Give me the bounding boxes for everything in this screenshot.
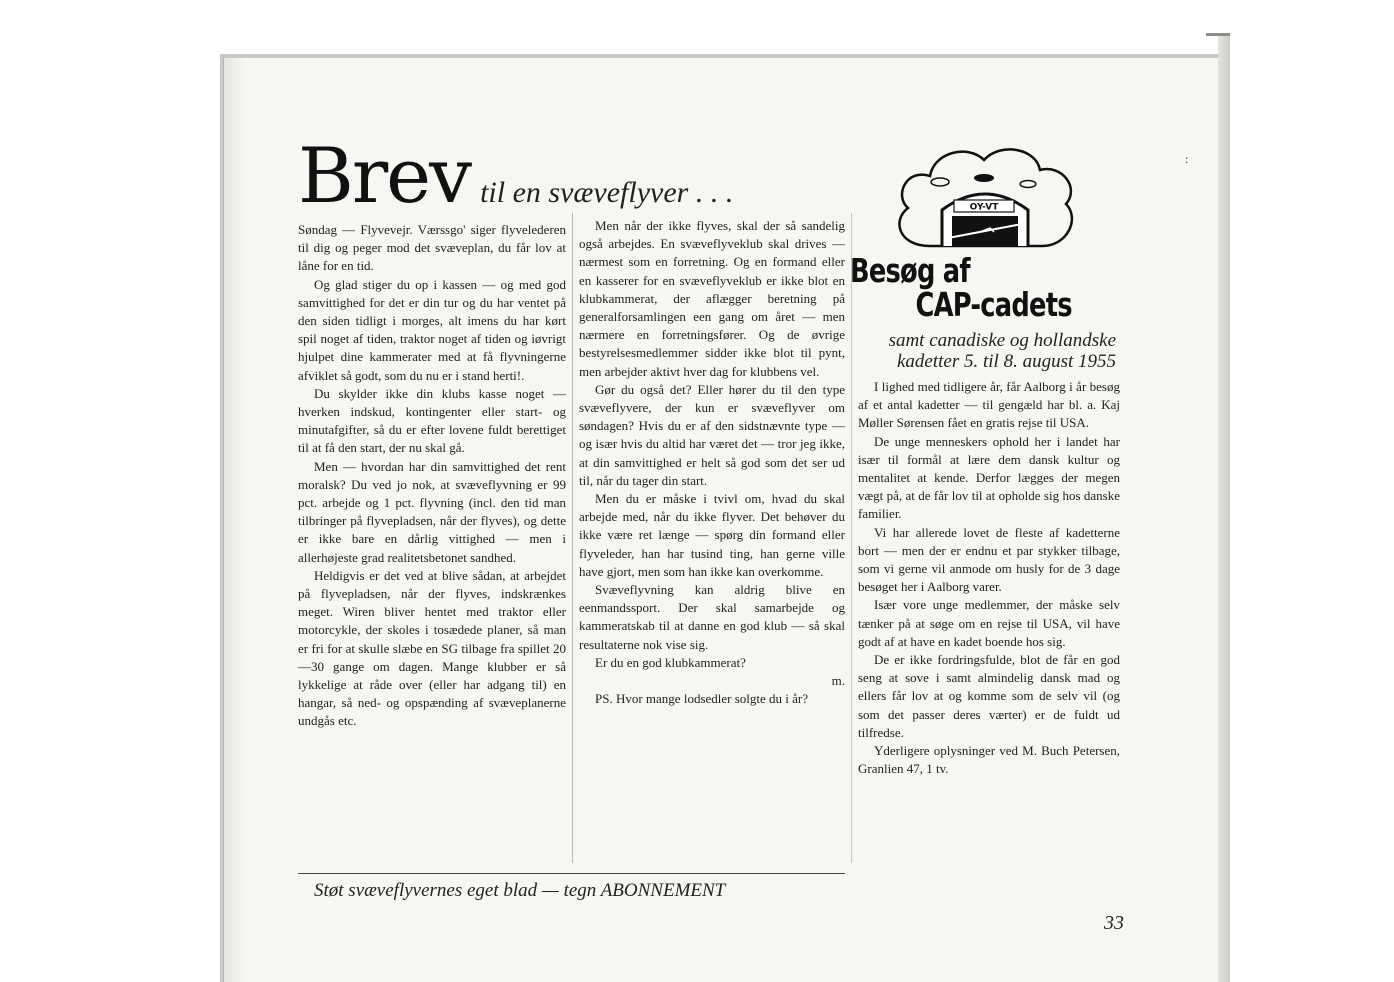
- article-column-2: [579, 217, 845, 708]
- footer-rule: [298, 873, 845, 874]
- headline-sub: til en svæveflyver . . .: [480, 176, 734, 209]
- article-headline: [298, 131, 734, 220]
- page-number: 33: [1104, 912, 1124, 934]
- paragraph: Søndag — Flyvevejr. Værssgo' siger flyvelederen til dig og peger mod det svæveplan, du får lov at låne for en tid.: [298, 222, 566, 274]
- paragraph: I lighed med tidligere år, får Aalborg i år besøg af et antal kadetter — til gengæld har bl. a. Kaj Møller Sørensen fået en gratis rejse til USA.: [858, 379, 1120, 431]
- signature: m.: [831, 673, 845, 689]
- cap-article-column: [858, 378, 1120, 778]
- paragraph: Men når der ikke flyves, skal der så sandelig også arbejdes. En svæveflyveklub skal drives — nærmest som en forretning. Og en formand eller en kasserer for en svæveflyveklub er ikke blot en klubkammerat, der aflægger beretning på generalforsamlingen een gang om året — men nærmere en forretningsfører. Og de øvrige bestyrelsesmedlemmer sidder ikke blot til pynt, men arbejder aktivt hver dag for klubbens vel.: [579, 218, 845, 379]
- paragraph: Du skylder ikke din klubs kasse noget — hverken indskud, kontingenter eller start- og minutafgifter, så du er efter lovene fuldt berettiget til at få den start, der nu skal gå.: [298, 385, 566, 456]
- paragraph: Især vore unge medlemmer, der måske selv tænker på at søge om en rejse til USA, vil have godt af at have en kadet boende hos sig.: [858, 597, 1120, 649]
- small-plane-icon: [1020, 181, 1036, 188]
- closing-question: Er du en god klubkammerat?: [595, 654, 746, 670]
- subscription-footer: Støt svæveflyvernes eget blad — tegn ABONNEMENT: [314, 880, 726, 901]
- page-stack-edge: [1218, 36, 1230, 982]
- cap-subtitle: [854, 330, 1116, 372]
- headline-main: Brev: [298, 131, 471, 220]
- paragraph: De er ikke fordringsfulde, blot de får en god seng at sove i samt almindelig dansk mad og ellers får lov at og komme som de selv vil (og som det passer deres værter) er de fuldt ud tilfredse.: [858, 652, 1120, 740]
- cap-subtitle-line-2: kadetter 5. til 8. august 1955: [896, 351, 1116, 372]
- paragraph: Og glad stiger du op i kassen — og med god samvittighed for det er din tur og du har ventet på den siden tidligt i morges, alt imens du har kørt spil noget af tiden, traktor noget af tiden og iøvrigt hjulpet dine kammerater med at få flyvningerne afviklet så godt, som du nu er i stand herti!.: [298, 276, 566, 383]
- paragraph: Svæveflyvning kan aldrig blive en eenmandssport. Der skal samarbejde og kammeratskab til at danne en god klub — så skal resultaterne nok vise sig.: [579, 582, 845, 652]
- binding-edge: [224, 58, 246, 982]
- small-plane-icon: [931, 178, 949, 186]
- postscript: PS. Hvor mange lodsedler solgte du i år?: [595, 691, 809, 707]
- page-stack-top: [1206, 33, 1230, 36]
- column-divider: [572, 213, 573, 863]
- paragraph: De unge menneskers ophold her i landet har især til formål at lære dem dansk kultur og mentalitet at kende. Derfor lægges der megen vægt på, at de får lov til at opholde sig hos danske familier.: [858, 433, 1120, 522]
- cap-subtitle-line-1: samt canadiske og hollandske: [888, 330, 1116, 351]
- paragraph: Vi har allerede lovet de fleste af kadetterne bort — men der er endnu et par stykker tilbage, som vi gerne vil anmode om husly for de 3 dage besøget her i Aalborg varer.: [858, 524, 1120, 595]
- paragraph: Gør du også det? Eller hører du til den type svæveflyvere, der kun er svæveflyver om søndagen? Hvis du er af den sidstnævnte type — og især hvis du altid har været det — tror jeg ikke, at din samvittighed er helt så god som det ser ud til, når du tager din start.: [579, 381, 845, 488]
- paragraph: Men — hvordan har din samvittighed det rent moralsk? Du ved jo nok, at svæveflyvning er 99 pct. arbejde og 1 pct. flyvning (incl. den tid man tilbringer på flyvepladsen, når der flyves), og dette er ikke bare en dårlig vittighed — men i allerhøjeste grad realitetsbetonet sandhed.: [298, 458, 566, 565]
- cap-headline-line-1: Besøg af: [850, 251, 970, 290]
- paragraph: Heldigvis er det ved at blive sådan, at arbejdet på flyvepladsen, når der flyves, indskrænkes meget. Wiren bliver hentet med traktor eller motorcykle, der skoles i tosædede planer, så man er fri for at skulle slæbe en SG tilbage fra spillet 20—30 gange om dagen. Mange klubber er så lykkelige at råde over (eller har adgang til) en hangar, så ned- og opspænding af svæveplanerne undgås etc.: [298, 567, 566, 729]
- cap-headline-line-2: CAP-cadets: [915, 285, 1072, 324]
- article-column-1: [298, 221, 566, 731]
- cap-headline: [850, 251, 1072, 324]
- cloud-hangar-logo: [890, 138, 1080, 250]
- margin-mark: :: [1185, 152, 1189, 166]
- contact-info: Yderligere oplysninger ved M. Buch Petersen, Granlien 47, 1 tv.: [858, 743, 1120, 777]
- registration-text: OY-VT: [969, 202, 999, 213]
- small-plane-icon: [974, 174, 994, 182]
- paragraph: Men du er måske i tvivl om, hvad du skal arbejde med, når du ikke flyver. Det behøver du ikke være ret længe — spørg din formand eller flyveleder, han har tusind ting, han gerne ville have gjort, men som han ikke kan overkomme.: [579, 491, 845, 579]
